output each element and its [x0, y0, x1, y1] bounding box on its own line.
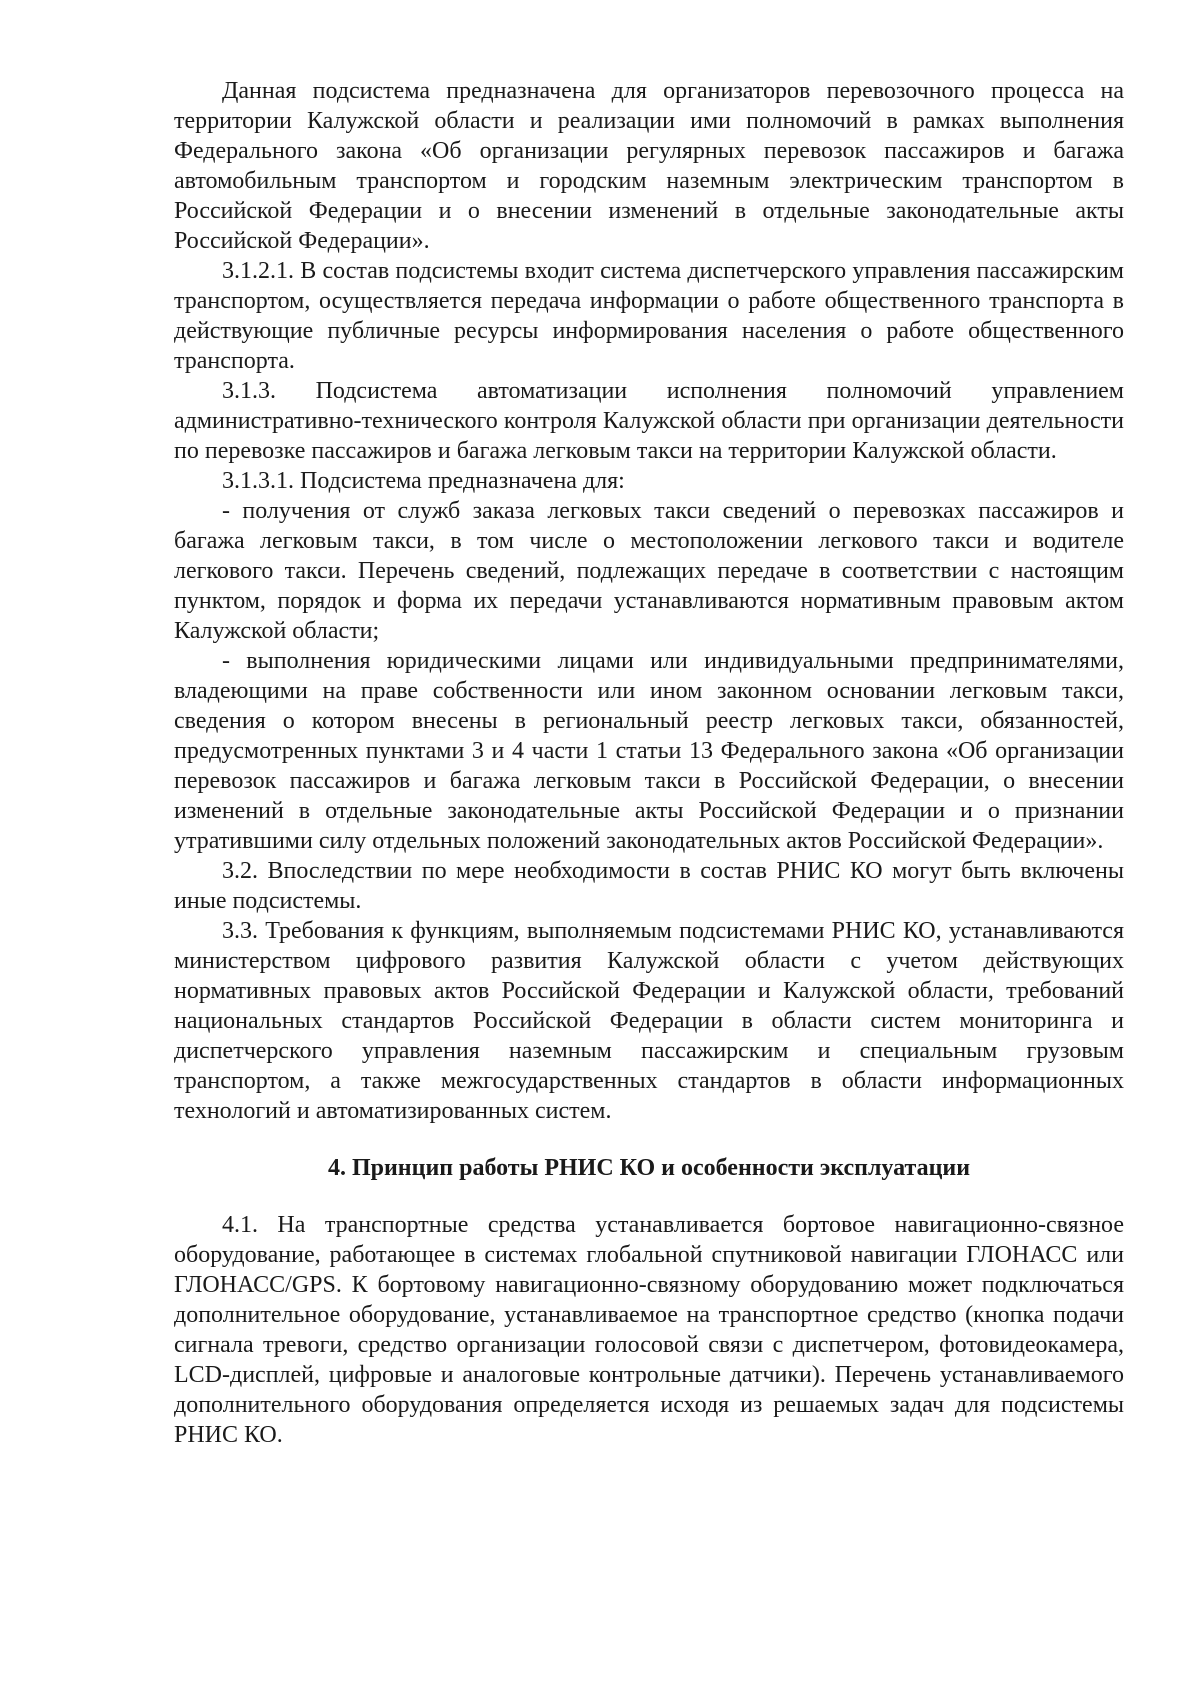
list-item-taxi-information: - получения от служб заказа легковых такси сведений о перевозках пассажиров и багажа легковым такси, в том числе о местоположении легкового такси и водителе легкового такси. Перечень сведений, подлежащих передаче в соответствии с настоящим пунктом, порядок и форма их передачи устанавливаются нормативным правовым актом Калужской области; [174, 498, 1124, 644]
paragraph-3-1-3: 3.1.3. Подсистема автоматизации исполнения полномочий управлением административно-технического контроля Калужской области при организации деятельности по перевозке пассажиров и багажа легковым такси на территории Калужской области. [174, 378, 1124, 464]
section-heading-4: 4. Принцип работы РНИС КО и особенности эксплуатации [327, 1155, 971, 1181]
list-item-taxi-obligations: - выполнения юридическими лицами или индивидуальными предпринимателями, владеющими на праве собственности или ином законном основании легковым такси, сведения о котором внесены в региональный реестр легковых такси, обязанностей, предусмотренных пунктами 3 и 4 части 1 статьи 13 Федерального закона «Об организации перевозок пассажиров и багажа легковым такси в Российской Федерации, о внесении изменений в отдельные законодательные акты Российской Федерации и о признании утратившими силу отдельных положений законодательных актов Российской Федерации». [174, 648, 1124, 854]
paragraph-3-3: 3.3. Требования к функциям, выполняемым подсистемами РНИС КО, устанавливаются министерством цифрового развития Калужской области с учетом действующих нормативных правовых актов Российской Федерации и Калужской области, требований национальных стандартов Российской Федерации в области систем мониторинга и диспетчерского управления наземным пассажирским и специальным грузовым транспортом, а также межгосударственных стандартов в области информационных технологий и автоматизированных систем. [174, 918, 1124, 1124]
paragraph-3-2: 3.2. Впоследствии по мере необходимости в состав РНИС КО могут быть включены иные подсистемы. [174, 858, 1124, 914]
paragraph-4-1: 4.1. На транспортные средства устанавливается бортовое навигационно-связное оборудование, работающее в системах глобальной спутниковой навигации ГЛОНАСС или ГЛОНАСС/GPS. К бортовому навигационно-связному оборудованию может подключаться дополнительное оборудование, устанавливаемое на транспортное средство (кнопка подачи сигнала тревоги, средство организации голосовой связи с диспетчером, фотовидеокамера, LCD-дисплей, цифровые и аналоговые контрольные датчики). Перечень устанавливаемого дополнительного оборудования определяется исходя из решаемых задач для подсистемы РНИС КО. [174, 1212, 1124, 1448]
paragraph-3-1-3-1: 3.1.3.1. Подсистема предназначена для: [222, 468, 625, 494]
document-page [174, 76, 1124, 1450]
paragraph-3-1-2-1: 3.1.2.1. В состав подсистемы входит система диспетчерского управления пассажирским транспортом, осуществляется передача информации о работе общественного транспорта в действующие публичные ресурсы информирования населения о работе общественного транспорта. [174, 258, 1124, 374]
paragraph-subsystem-purpose: Данная подсистема предназначена для организаторов перевозочного процесса на территории Калужской области и реализации ими полномочий в рамках выполнения Федерального закона «Об организации регулярных перевозок пассажиров и багажа автомобильным транспортом и городским наземным электрическим транспортом в Российской Федерации и о внесении изменений в отдельные законодательные акты Российской Федерации». [174, 78, 1124, 254]
